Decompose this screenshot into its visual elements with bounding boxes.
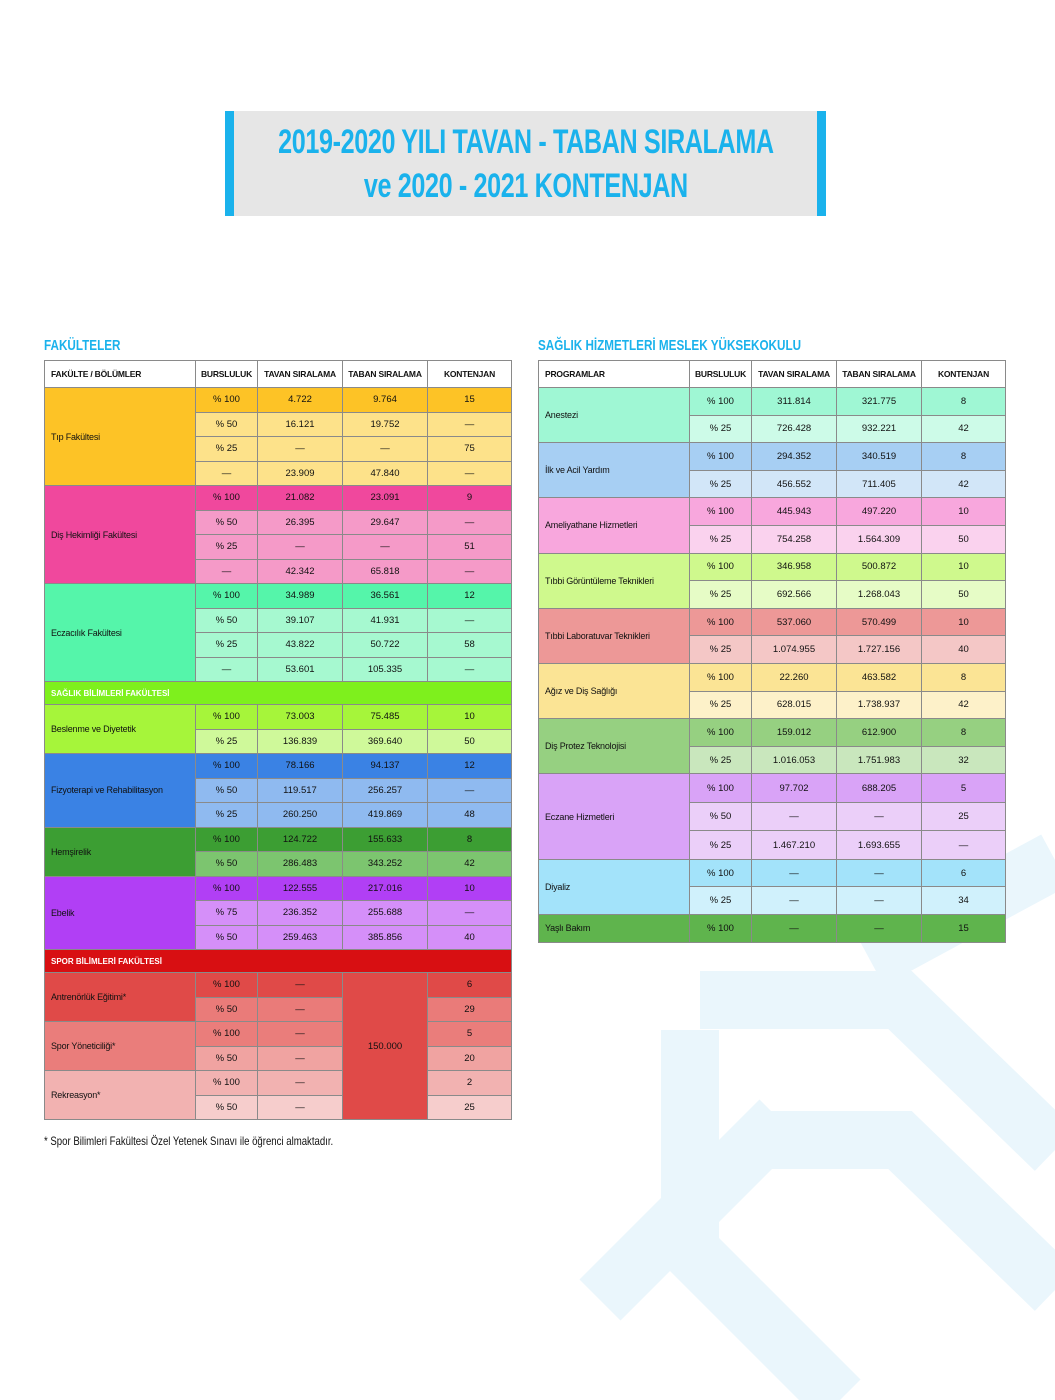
base-rank-cell: 500.872 (837, 553, 922, 581)
scholarship-cell: % 25 (690, 525, 752, 553)
table-row (45, 1071, 512, 1096)
quota-cell: 25 (428, 1095, 512, 1120)
column-header: TABAN SIRALAMA (837, 361, 922, 388)
column-header: BURSLULUK (690, 361, 752, 388)
quota-cell: 10 (922, 553, 1006, 581)
top-rank-cell: 42.342 (258, 559, 343, 584)
scholarship-cell: % 25 (690, 887, 752, 915)
top-rank-cell: 311.814 (752, 388, 837, 416)
scholarship-cell: % 25 (196, 633, 258, 658)
quota-cell: 34 (922, 887, 1006, 915)
scholarship-cell: % 100 (690, 498, 752, 526)
scholarship-cell: % 75 (196, 901, 258, 926)
scholarship-cell: % 25 (690, 581, 752, 609)
top-rank-cell: 537.060 (752, 608, 837, 636)
top-rank-cell: — (258, 1095, 343, 1120)
program-name-cell: Spor Yöneticiliği* (45, 1022, 196, 1071)
base-rank-cell: 105.335 (343, 657, 428, 682)
program-name-cell: İlk ve Acil Yardım (539, 443, 690, 498)
scholarship-cell: % 25 (196, 803, 258, 828)
base-rank-cell: — (837, 915, 922, 943)
scholarship-cell: — (196, 657, 258, 682)
top-rank-cell: 456.552 (752, 470, 837, 498)
column-header: TABAN SIRALAMA (343, 361, 428, 388)
top-rank-cell: 78.166 (258, 754, 343, 779)
quota-cell: 10 (428, 876, 512, 901)
quota-cell: 5 (922, 774, 1006, 803)
table-row (539, 388, 1006, 416)
table-row (45, 754, 512, 779)
table-row (539, 498, 1006, 526)
base-rank-cell: 217.016 (343, 876, 428, 901)
vocational-section-title: SAĞLIK HİZMETLERİ MESLEK YÜKSEKOKULU (538, 337, 802, 354)
base-rank-cell: 1.268.043 (837, 581, 922, 609)
quota-cell: 58 (428, 633, 512, 658)
scholarship-cell: % 100 (196, 827, 258, 852)
top-rank-cell: 1.467.210 (752, 831, 837, 860)
quota-cell: 42 (922, 691, 1006, 719)
base-rank-cell: 463.582 (837, 663, 922, 691)
top-rank-cell: 16.121 (258, 412, 343, 437)
base-rank-cell: 419.869 (343, 803, 428, 828)
vocational-table (538, 360, 1006, 943)
scholarship-cell: % 100 (196, 754, 258, 779)
base-rank-cell: 343.252 (343, 852, 428, 877)
quota-cell: 12 (428, 754, 512, 779)
program-name-cell: Fizyoterapi ve Rehabilitasyon (45, 754, 196, 828)
quota-cell: 9 (428, 486, 512, 511)
scholarship-cell: — (196, 559, 258, 584)
base-rank-cell: 612.900 (837, 719, 922, 747)
scholarship-cell: % 50 (196, 1095, 258, 1120)
scholarship-cell: % 50 (196, 852, 258, 877)
program-name-cell: Yaşlı Bakım (539, 915, 690, 943)
program-name-cell: Tıbbi Görüntüleme Teknikleri (539, 553, 690, 608)
program-name-cell: Anestezi (539, 388, 690, 443)
scholarship-cell: % 50 (196, 1046, 258, 1071)
base-rank-cell: 688.205 (837, 774, 922, 803)
top-rank-cell: 4.722 (258, 388, 343, 413)
top-rank-cell: 692.566 (752, 581, 837, 609)
column-header: TAVAN SIRALAMA (258, 361, 343, 388)
top-rank-cell: 97.702 (752, 774, 837, 803)
quota-cell: 20 (428, 1046, 512, 1071)
scholarship-cell: % 25 (690, 746, 752, 774)
table-row (45, 486, 512, 511)
quota-cell: — (428, 657, 512, 682)
section-label: SAĞLIK BİLİMLERİ FAKÜLTESİ (45, 682, 512, 705)
quota-cell: 40 (922, 636, 1006, 664)
top-rank-cell: — (752, 802, 837, 831)
scholarship-cell: % 50 (196, 925, 258, 950)
scholarship-cell: % 100 (196, 584, 258, 609)
page-title-box (225, 111, 826, 216)
base-rank-cell: 369.640 (343, 729, 428, 754)
scholarship-cell: % 100 (196, 1022, 258, 1047)
scholarship-cell: % 100 (690, 915, 752, 943)
base-rank-cell: — (837, 887, 922, 915)
table-row (45, 973, 512, 998)
table-row (45, 388, 512, 413)
scholarship-cell: % 100 (690, 553, 752, 581)
scholarship-cell: % 25 (196, 729, 258, 754)
scholarship-cell: % 25 (690, 415, 752, 443)
scholarship-cell: % 25 (196, 535, 258, 560)
base-rank-cell: 1.693.655 (837, 831, 922, 860)
top-rank-cell: — (258, 1046, 343, 1071)
quota-cell: — (922, 831, 1006, 860)
base-rank-cell: 47.840 (343, 461, 428, 486)
quota-cell: 15 (922, 915, 1006, 943)
top-rank-cell: 445.943 (752, 498, 837, 526)
quota-cell: 29 (428, 997, 512, 1022)
base-rank-cell: 9.764 (343, 388, 428, 413)
program-name-cell: Beslenme ve Diyetetik (45, 705, 196, 754)
quota-cell: 40 (428, 925, 512, 950)
base-rank-cell: 932.221 (837, 415, 922, 443)
top-rank-cell: 726.428 (752, 415, 837, 443)
program-name-cell: Diş Hekimliği Fakültesi (45, 486, 196, 584)
quota-cell: — (428, 510, 512, 535)
base-rank-cell: 41.931 (343, 608, 428, 633)
scholarship-cell: % 25 (690, 831, 752, 860)
top-rank-cell: — (752, 859, 837, 887)
base-rank-cell: — (343, 535, 428, 560)
table-row (45, 1022, 512, 1047)
scholarship-cell: % 25 (196, 437, 258, 462)
quota-cell: 48 (428, 803, 512, 828)
scholarship-cell: % 100 (196, 973, 258, 998)
top-rank-cell: 21.082 (258, 486, 343, 511)
table-row (539, 443, 1006, 471)
program-name-cell: Diyaliz (539, 859, 690, 914)
section-label: SPOR BİLİMLERİ FAKÜLTESİ (45, 950, 512, 973)
base-rank-cell: 29.647 (343, 510, 428, 535)
scholarship-cell: % 50 (196, 997, 258, 1022)
top-rank-cell: — (258, 973, 343, 998)
quota-cell: 8 (922, 663, 1006, 691)
scholarship-cell: % 25 (690, 636, 752, 664)
program-name-cell: Ebelik (45, 876, 196, 950)
scholarship-cell: % 50 (690, 802, 752, 831)
scholarship-cell: % 100 (690, 774, 752, 803)
base-rank-cell: 256.257 (343, 778, 428, 803)
base-rank-cell: — (837, 802, 922, 831)
program-name-cell: Antrenörlük Eğitimi* (45, 973, 196, 1022)
quota-cell: 15 (428, 388, 512, 413)
quota-cell: 6 (428, 973, 512, 998)
quota-cell: — (428, 461, 512, 486)
top-rank-cell: 23.909 (258, 461, 343, 486)
quota-cell: 2 (428, 1071, 512, 1096)
top-rank-cell: 124.722 (258, 827, 343, 852)
scholarship-cell: — (196, 461, 258, 486)
table-row (45, 584, 512, 609)
top-rank-cell: — (258, 535, 343, 560)
scholarship-cell: % 100 (196, 388, 258, 413)
page-title-line2: ve 2020 - 2021 KONTENJAN (363, 166, 688, 205)
top-rank-cell: 286.483 (258, 852, 343, 877)
program-name-cell: Eczane Hizmetleri (539, 774, 690, 860)
top-rank-cell: 1.016.053 (752, 746, 837, 774)
scholarship-cell: % 100 (690, 719, 752, 747)
quota-cell: 8 (922, 719, 1006, 747)
quota-cell: 51 (428, 535, 512, 560)
base-rank-cell: 75.485 (343, 705, 428, 730)
base-rank-cell: — (343, 437, 428, 462)
table-row (539, 774, 1006, 803)
quota-cell: 6 (922, 859, 1006, 887)
table-row (539, 553, 1006, 581)
scholarship-cell: % 100 (690, 388, 752, 416)
top-rank-cell: — (258, 1022, 343, 1047)
base-rank-cell: 570.499 (837, 608, 922, 636)
quota-cell: 12 (428, 584, 512, 609)
scholarship-cell: % 50 (196, 510, 258, 535)
quota-cell: 50 (922, 525, 1006, 553)
quota-cell: — (428, 559, 512, 584)
program-name-cell: Tıbbi Laboratuvar Teknikleri (539, 608, 690, 663)
column-header: BURSLULUK (196, 361, 258, 388)
scholarship-cell: % 50 (196, 608, 258, 633)
top-rank-cell: — (258, 1071, 343, 1096)
base-rank-cell: 711.405 (837, 470, 922, 498)
top-rank-cell: 754.258 (752, 525, 837, 553)
top-rank-cell: 1.074.955 (752, 636, 837, 664)
footnote: * Spor Bilimleri Fakültesi Özel Yetenek Sınavı ile öğrenci almaktadır. (44, 1134, 334, 1148)
quota-cell: 32 (922, 746, 1006, 774)
base-rank-cell: 50.722 (343, 633, 428, 658)
scholarship-cell: % 100 (196, 876, 258, 901)
quota-cell: — (428, 778, 512, 803)
scholarship-cell: % 25 (690, 470, 752, 498)
faculties-section-title: FAKÜLTELER (44, 337, 121, 354)
table-row (45, 876, 512, 901)
table-row (539, 663, 1006, 691)
scholarship-cell: % 100 (690, 608, 752, 636)
base-rank-cell: 23.091 (343, 486, 428, 511)
top-rank-cell: 73.003 (258, 705, 343, 730)
program-name-cell: Diş Protez Teknolojisi (539, 719, 690, 774)
base-rank-cell: 94.137 (343, 754, 428, 779)
quota-cell: 8 (428, 827, 512, 852)
top-rank-cell: — (258, 997, 343, 1022)
base-rank-cell: 36.561 (343, 584, 428, 609)
scholarship-cell: % 100 (690, 859, 752, 887)
base-rank-cell: 1.564.309 (837, 525, 922, 553)
top-rank-cell: 53.601 (258, 657, 343, 682)
top-rank-cell: 346.958 (752, 553, 837, 581)
scholarship-cell: % 100 (196, 705, 258, 730)
program-name-cell: Ağız ve Diş Sağlığı (539, 663, 690, 718)
base-rank-cell: 65.818 (343, 559, 428, 584)
table-row (539, 915, 1006, 943)
base-rank-cell: 1.751.983 (837, 746, 922, 774)
scholarship-cell: % 100 (196, 486, 258, 511)
table-row (539, 859, 1006, 887)
quota-cell: — (428, 608, 512, 633)
top-rank-cell: — (752, 887, 837, 915)
program-name-cell: Hemşirelik (45, 827, 196, 876)
top-rank-cell: 43.822 (258, 633, 343, 658)
scholarship-cell: % 50 (196, 412, 258, 437)
column-header: TAVAN SIRALAMA (752, 361, 837, 388)
base-rank-cell: 155.633 (343, 827, 428, 852)
table-row (45, 827, 512, 852)
top-rank-cell: 39.107 (258, 608, 343, 633)
program-name-cell: Rekreasyon* (45, 1071, 196, 1120)
quota-cell: 10 (428, 705, 512, 730)
quota-cell: 42 (922, 415, 1006, 443)
column-header: KONTENJAN (428, 361, 512, 388)
section-row (45, 950, 512, 973)
scholarship-cell: % 100 (690, 443, 752, 471)
column-header: PROGRAMLAR (539, 361, 690, 388)
top-rank-cell: 26.395 (258, 510, 343, 535)
quota-cell: 10 (922, 608, 1006, 636)
scholarship-cell: % 100 (196, 1071, 258, 1096)
program-name-cell: Eczacılık Fakültesi (45, 584, 196, 682)
scholarship-cell: % 25 (690, 691, 752, 719)
base-rank-cell: 19.752 (343, 412, 428, 437)
quota-cell: 75 (428, 437, 512, 462)
top-rank-cell: 159.012 (752, 719, 837, 747)
page-title-line1: 2019-2020 YILI TAVAN - TABAN SIRALAMA (277, 122, 774, 161)
top-rank-cell: 34.989 (258, 584, 343, 609)
base-rank-cell: 497.220 (837, 498, 922, 526)
top-rank-cell: — (258, 437, 343, 462)
faculties-table (44, 360, 512, 1120)
top-rank-cell: — (752, 915, 837, 943)
section-row (45, 682, 512, 705)
quota-cell: 10 (922, 498, 1006, 526)
table-row (45, 705, 512, 730)
quota-cell: 25 (922, 802, 1006, 831)
top-rank-cell: 259.463 (258, 925, 343, 950)
top-rank-cell: 294.352 (752, 443, 837, 471)
scholarship-cell: % 50 (196, 778, 258, 803)
scholarship-cell: % 100 (690, 663, 752, 691)
base-rank-cell: 255.688 (343, 901, 428, 926)
base-rank-cell: 1.727.156 (837, 636, 922, 664)
top-rank-cell: 119.517 (258, 778, 343, 803)
quota-cell: 50 (428, 729, 512, 754)
base-rank-cell: 1.738.937 (837, 691, 922, 719)
base-rank-cell: 150.000 (343, 973, 428, 1120)
top-rank-cell: 122.555 (258, 876, 343, 901)
top-rank-cell: 136.839 (258, 729, 343, 754)
program-name-cell: Tıp Fakültesi (45, 388, 196, 486)
quota-cell: 5 (428, 1022, 512, 1047)
quota-cell: — (428, 412, 512, 437)
top-rank-cell: 236.352 (258, 901, 343, 926)
column-header: FAKÜLTE / BÖLÜMLER (45, 361, 196, 388)
quota-cell: 8 (922, 443, 1006, 471)
quota-cell: 50 (922, 581, 1006, 609)
quota-cell: 42 (428, 852, 512, 877)
top-rank-cell: 260.250 (258, 803, 343, 828)
base-rank-cell: 385.856 (343, 925, 428, 950)
quota-cell: 8 (922, 388, 1006, 416)
base-rank-cell: 340.519 (837, 443, 922, 471)
program-name-cell: Ameliyathane Hizmetleri (539, 498, 690, 553)
top-rank-cell: 22.260 (752, 663, 837, 691)
quota-cell: 42 (922, 470, 1006, 498)
top-rank-cell: 628.015 (752, 691, 837, 719)
base-rank-cell: 321.775 (837, 388, 922, 416)
base-rank-cell: — (837, 859, 922, 887)
column-header: KONTENJAN (922, 361, 1006, 388)
table-row (539, 608, 1006, 636)
table-row (539, 719, 1006, 747)
quota-cell: — (428, 901, 512, 926)
